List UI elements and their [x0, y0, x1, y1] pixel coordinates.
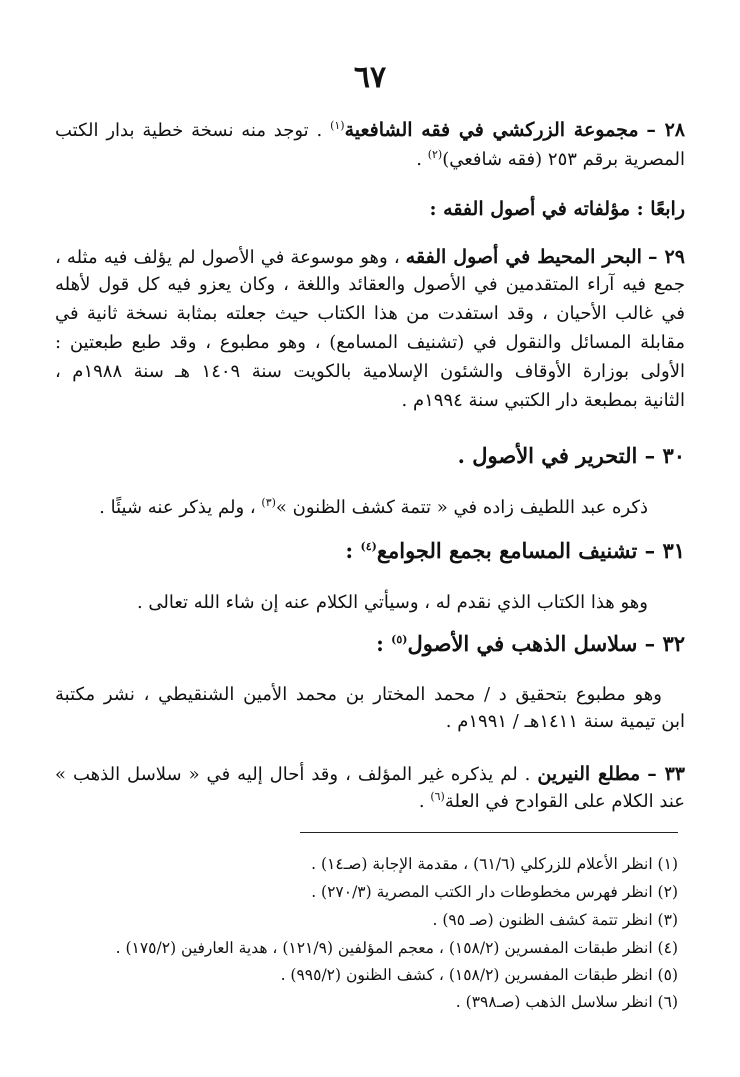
- footnote-4: (٤) انظر طبقات المفسرين (١٥٨/٢) ، معجم المؤلفين (١٢١/٩) ، هدية العارفين (١٧٥/٢) .: [115, 939, 678, 957]
- footnote-separator: [300, 832, 678, 833]
- item-33-end: .: [418, 791, 425, 812]
- item-31-ref: (٤): [360, 540, 377, 553]
- item-33-line-2: عند الكلام على القوادح في العلة$^{(٦)}$ .: [418, 790, 685, 812]
- item-30-ref: (٣): [261, 496, 276, 509]
- item-29-line-5: الأولى بوزارة الأوقاف والشئون الإسلامية بالكويت سنة ١٤٠٩ هـ سنة ١٩٨٨م ،: [55, 361, 685, 382]
- item-33-text: . لم يذكره غير المؤلف ، وقد أحال إليه في « سلاسل الذهب »: [55, 764, 531, 785]
- item-29-line-3: في غالب الأحيان ، وقد استفدت من هذا الكتاب حيث جعلته بمثابة نسخة ثانية في: [55, 303, 685, 324]
- item-32-title: سلاسل الذهب في الأصول: [407, 631, 638, 656]
- item-29-line-2: جمع فيه آراء المتقدمين في الأصول والعقائد واللغة ، وكان يعزو فيه كل قول لأهله: [55, 274, 685, 295]
- item-32-end: :: [376, 631, 384, 656]
- item-33-title: مطلع النيرين: [537, 763, 641, 785]
- item-29-text: ، وهو موسوعة في الأصول لم يؤلف فيه مثله ،: [55, 247, 400, 268]
- item-29-number: ٢٩ –: [648, 246, 685, 268]
- item-32-line-2: ابن تيمية سنة ١٤١١هـ / ١٩٩١م .: [445, 711, 685, 732]
- item-28-text: . توجد منه نسخة خطية بدار الكتب: [55, 120, 323, 141]
- item-32-line-1: وهو مطبوع بتحقيق د / محمد المختار بن محمد الأمين الشنقيطي ، نشر مكتبة: [55, 684, 662, 705]
- item-33-line-1: [55, 762, 685, 787]
- item-28-ref: (١): [330, 119, 345, 132]
- item-29-title: البحر المحيط في أصول الفقه: [405, 246, 642, 268]
- item-30-heading: [458, 444, 685, 468]
- item-31-title: تشنيف المسامع بجمع الجوامع: [376, 538, 638, 563]
- item-28-number: ٢٨ –: [646, 119, 685, 141]
- item-29-line-4: مقابلة المسائل والنقول في (تشنيف المسامع) ، وهو مطبوع ، وقد طبع طبعتين :: [55, 332, 685, 353]
- item-28-end: .: [416, 149, 422, 170]
- item-31-heading: [345, 539, 685, 563]
- item-29-line-6: الثانية بمطبعة دار الكتبي سنة ١٩٩٤م .: [401, 390, 685, 411]
- item-30-body: ذكره عبد اللطيف زاده في « تتمة كشف الظنون »$^{(٣)}$ ، ولم يذكر عنه شيئًا .: [99, 496, 648, 518]
- item-30-title: التحرير في الأصول: [472, 443, 638, 468]
- item-30-end: .: [457, 443, 465, 468]
- item-31-end: :: [345, 538, 354, 563]
- item-32-ref: (٥): [391, 633, 408, 646]
- footnote-2: (٢) انظر فهرس مخطوطات دار الكتب المصرية (٢٧٠/٣) .: [311, 883, 678, 901]
- item-29-line-1: [55, 245, 685, 270]
- item-31-body: وهو هذا الكتاب الذي نقدم له ، وسيأتي الكلام عنه إن شاء الله تعالى .: [136, 592, 648, 613]
- section-heading: رابعًا : مؤلفاته في أصول الفقه :: [429, 198, 685, 220]
- item-33-ref: (٦): [430, 790, 445, 803]
- footnote-5: (٥) انظر طبقات المفسرين (١٥٨/٢) ، كشف الظنون (٩٩٥/٢) .: [280, 966, 678, 984]
- item-28-ref-2: (٢): [427, 148, 443, 161]
- item-28-line-1: [55, 118, 685, 143]
- item-28-text-2: المصرية برقم ٢٥٣ (فقه شافعي): [442, 149, 685, 170]
- item-28-title: مجموعة الزركشي في فقه الشافعية: [344, 119, 639, 141]
- footnote-3: (٣) انظر تتمة كشف الظنون (صـ ٩٥) .: [432, 911, 678, 929]
- footnote-6: (٦) انظر سلاسل الذهب (صـ٣٩٨) .: [455, 993, 678, 1011]
- item-33-number: ٣٣ –: [647, 763, 685, 785]
- item-32-heading: [376, 632, 685, 656]
- footnote-1: (١) انظر الأعلام للزركلي (٦١/٦) ، مقدمة الإجابة (صـ١٤) .: [311, 855, 678, 873]
- item-31-number: ٣١ –: [644, 538, 685, 563]
- item-32-number: ٣٢ –: [644, 631, 685, 656]
- item-30-number: ٣٠ –: [644, 443, 685, 468]
- page-number: ٦٧: [353, 60, 387, 95]
- item-28-line-2: [416, 148, 685, 172]
